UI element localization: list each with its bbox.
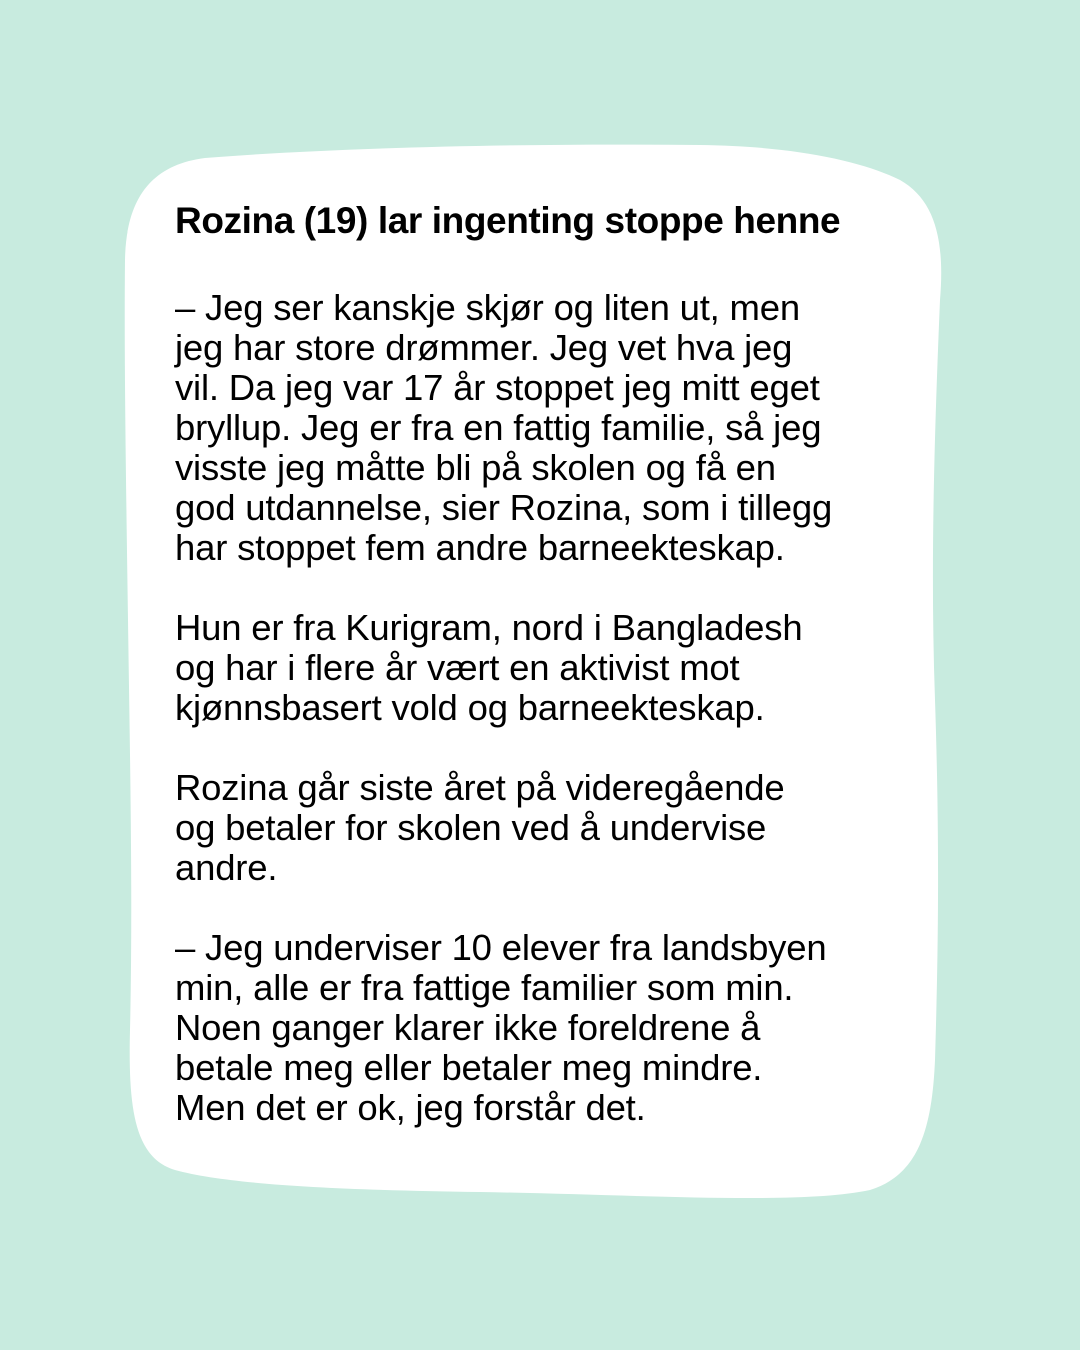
text-line: Hun er fra Kurigram, nord i Bangladesh <box>175 607 803 648</box>
text-line: og har i flere år vært en aktivist mot <box>175 647 740 688</box>
text-line: – Jeg ser kanskje skjør og liten ut, men <box>175 287 800 328</box>
text-line: og betaler for skolen ved å undervise <box>175 807 767 848</box>
text-line: min, alle er fra fattige familier som min. <box>175 967 794 1008</box>
article-paragraph <box>175 928 915 1128</box>
text-line: andre. <box>175 847 278 888</box>
text-line: betale meg eller betaler meg mindre. <box>175 1047 763 1088</box>
text-line: Men det er ok, jeg forstår det. <box>175 1087 646 1128</box>
text-line: Noen ganger klarer ikke foreldrene å <box>175 1007 761 1048</box>
text-line: – Jeg underviser 10 elever fra landsbyen <box>175 927 827 968</box>
text-line: har stoppet fem andre barneekteskap. <box>175 527 785 568</box>
article-paragraph <box>175 608 915 728</box>
article-paragraph <box>175 768 915 888</box>
text-line: god utdannelse, sier Rozina, som i tillegg <box>175 487 833 528</box>
article-title: Rozina (19) lar ingenting stoppe henne <box>175 200 841 241</box>
article-paragraph <box>175 288 915 568</box>
text-line: kjønnsbasert vold og barneekteskap. <box>175 687 765 728</box>
article <box>175 196 915 1128</box>
text-line: bryllup. Jeg er fra en fattig familie, så jeg <box>175 407 822 448</box>
text-line: visste jeg måtte bli på skolen og få en <box>175 447 776 488</box>
text-line: Rozina går siste året på videregående <box>175 767 785 808</box>
text-line: vil. Da jeg var 17 år stoppet jeg mitt eget <box>175 367 820 408</box>
text-line: jeg har store drømmer. Jeg vet hva jeg <box>175 327 793 368</box>
